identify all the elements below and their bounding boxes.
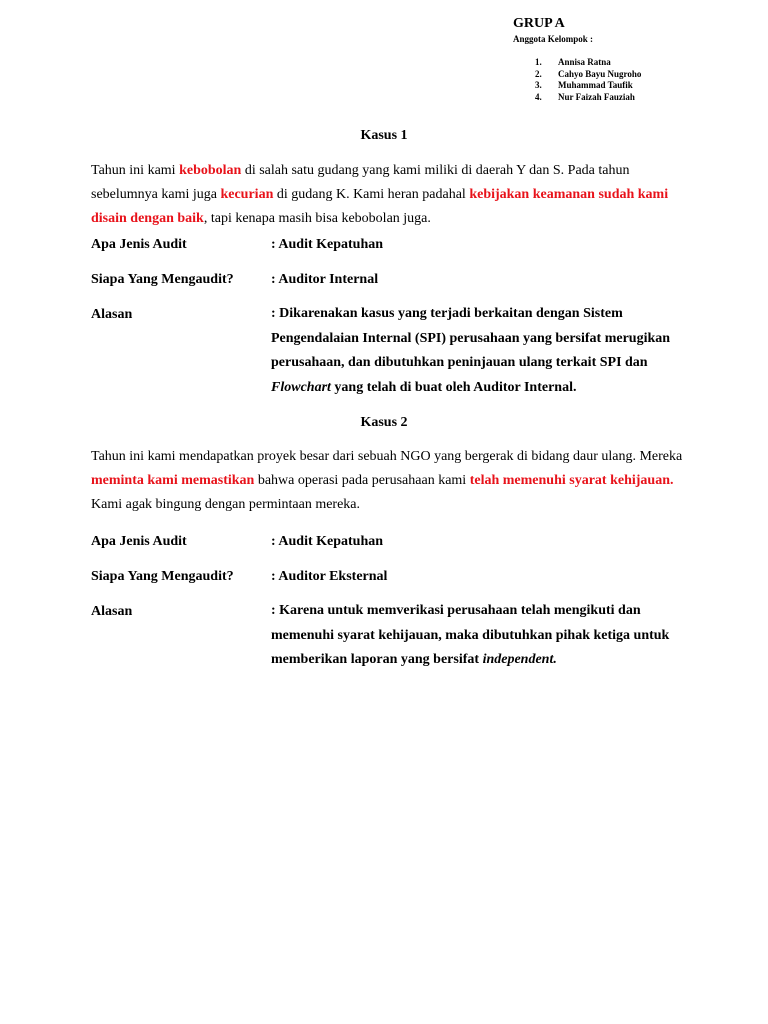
case-1-description [91, 159, 691, 231]
case-2-line-2 [91, 469, 691, 493]
case-1-audit-type-label: Apa Jenis Audit [91, 237, 187, 252]
case-1-reason-value [271, 302, 711, 400]
case-1-reason-label: Alasan [91, 307, 133, 322]
text-run: bahwa operasi pada perusahaan kami [254, 473, 470, 488]
case-1-line-1 [91, 159, 691, 183]
text-run: yang telah di buat oleh Auditor Internal. [330, 379, 577, 395]
case-2-reason-label: Alasan [91, 604, 133, 619]
answer-text: : Audit Kepatuhan [271, 534, 384, 549]
highlight-text: telah memenuhi syarat kehijauan [469, 473, 670, 488]
case-1-auditor-value [271, 268, 711, 293]
answer-line: memenuhi syarat kehijauan, maka dibutuhkan pihak ketiga untuk [271, 627, 670, 643]
case-2-audit-type-label: Apa Jenis Audit [91, 534, 187, 549]
member-item [535, 57, 753, 69]
member-list [513, 57, 753, 103]
member-number: 3. [535, 80, 542, 90]
case-2-line-1: Tahun ini kami mendapatkan proyek besar dari sebuah NGO yang bergerak di bidang daur ulang. Mereka [91, 449, 683, 464]
answer-text: : Audit Kepatuhan [271, 237, 384, 252]
answer-text: : Auditor Eksternal [271, 569, 388, 584]
text-run: Tahun ini kami [91, 163, 180, 178]
answer-line: : Dikarenakan kasus yang terjadi berkaitan dengan Sistem [271, 306, 623, 321]
highlight-text: meminta kami memastikan [91, 473, 255, 488]
case-2-title: Kasus 2 [360, 415, 408, 430]
member-name: Annisa Ratna [558, 57, 611, 67]
member-number: 2. [535, 68, 542, 79]
highlight-text: kebobolan [179, 163, 242, 178]
answer-text: : Auditor Internal [271, 272, 379, 287]
member-name: Muhammad Taufik [558, 80, 633, 90]
case-2-reason-value [271, 599, 711, 673]
group-subtitle: Anggota Kelompok : [513, 34, 594, 44]
member-name: Nur Faizah Fauziah [558, 91, 635, 102]
answer-line [271, 376, 711, 401]
case-1-line-2 [91, 183, 691, 207]
highlight-text: disain dengan baik [91, 211, 204, 226]
highlight-text: . [669, 473, 674, 488]
text-run: di gudang K. Kami heran padahal [273, 187, 470, 202]
answer-line: : Karena untuk memverikasi perusahaan telah mengikuti dan [271, 603, 641, 618]
case-2-line-3: Kami agak bingung dengan permintaan mereka. [91, 497, 361, 512]
text-run: di salah satu gudang yang kami miliki di daerah Y dan S. Pada tahun [241, 163, 630, 178]
answer-line: Pengendalaian Internal (SPI) perusahaan yang bersifat merugikan [271, 330, 671, 346]
group-header [513, 15, 753, 103]
case-2-auditor-label: Siapa Yang Mengaudit? [91, 569, 234, 584]
member-item [535, 92, 753, 104]
case-2-audit-type-value [271, 530, 711, 555]
case-2-auditor-value [271, 565, 711, 590]
italic-term: Flowchart [271, 379, 331, 395]
text-run: sebelumnya kami juga [91, 187, 221, 202]
case-1-audit-type-value [271, 233, 711, 258]
text-run: , tapi kenapa masih bisa kebobolan juga. [203, 211, 431, 226]
group-title: GRUP A [513, 16, 565, 31]
case-1-line-3 [91, 207, 691, 231]
highlight-text: kecurian [220, 187, 274, 202]
text-run: memberikan laporan yang bersifat [271, 652, 483, 667]
case-2-description [91, 445, 691, 517]
case-1-auditor-label: Siapa Yang Mengaudit? [91, 272, 234, 287]
answer-line: perusahaan, dan dibutuhkan peninjauan ulang terkait SPI dan [271, 355, 648, 370]
member-name: Cahyo Bayu Nugroho [558, 68, 642, 79]
member-item [535, 69, 753, 81]
member-number: 4. [535, 91, 542, 102]
highlight-text: kebijakan keamanan sudah kami [469, 187, 669, 202]
answer-line [271, 648, 711, 673]
member-item [535, 80, 753, 92]
italic-term: independent. [482, 652, 557, 667]
case-1-title: Kasus 1 [360, 128, 408, 143]
member-number: 1. [535, 57, 542, 67]
